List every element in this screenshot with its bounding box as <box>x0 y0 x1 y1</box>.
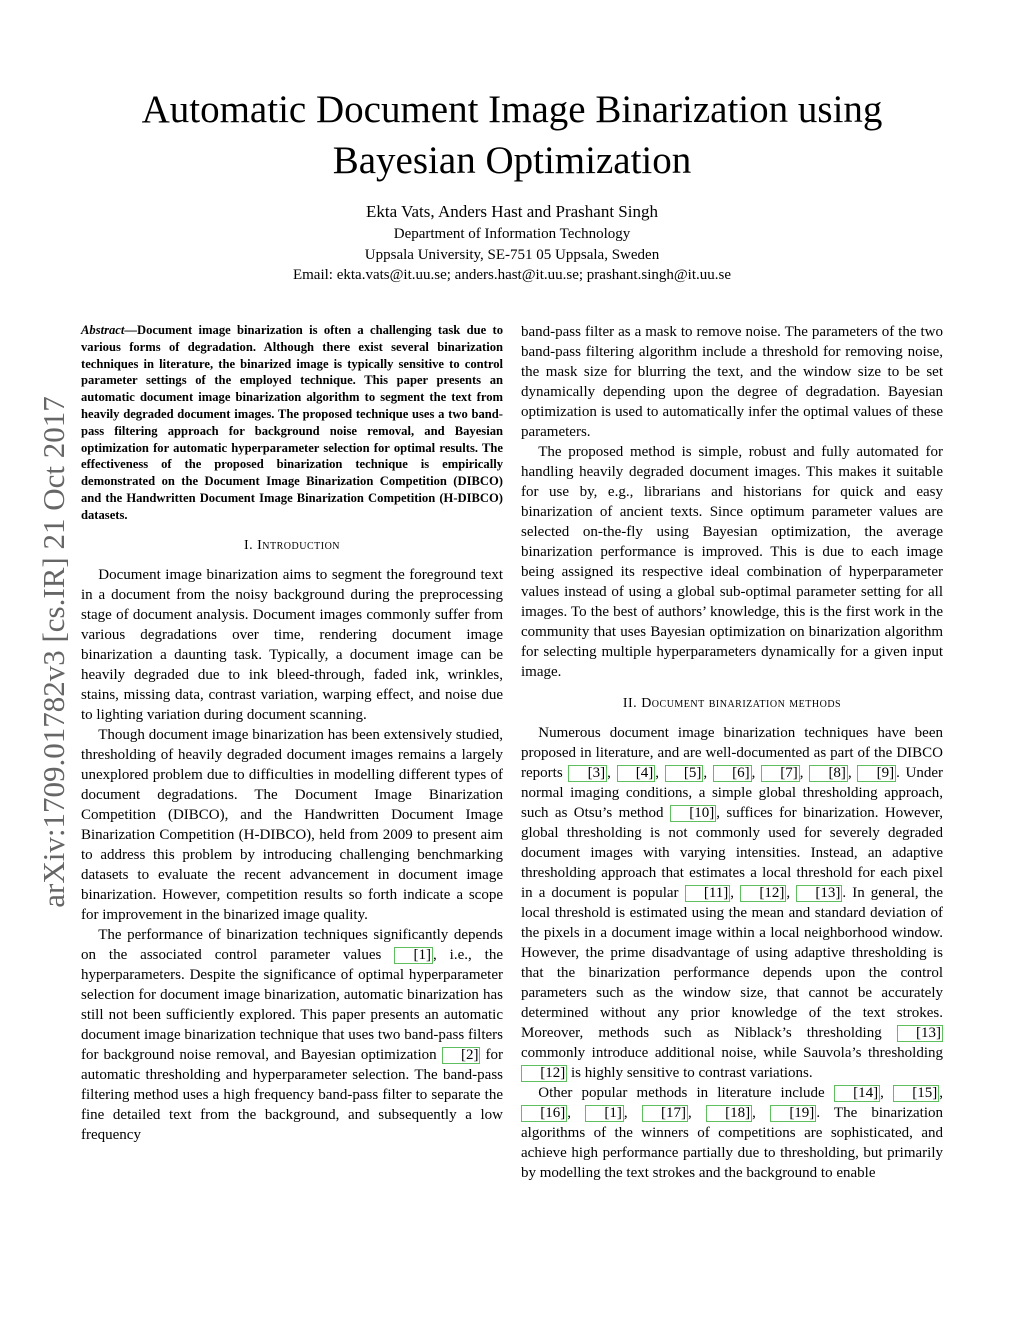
citation-link[interactable]: [2] <box>442 1047 481 1064</box>
citation-link[interactable]: [9] <box>857 765 896 782</box>
methods-paragraph-1 <box>521 723 943 1083</box>
text-span: The performance of binarization techniques significantly depends on the associated control parameter values <box>81 926 503 963</box>
text-span: is highly sensitive to contrast variations. <box>567 1065 813 1081</box>
text-span: for automatic thresholding and hyperparameter selection. The band-pass filtering method uses a high frequency band-pass filter to separate the fine detailed text from the background, and subsequently a low frequency <box>81 1046 503 1143</box>
section-heading-introduction <box>81 537 503 555</box>
left-column <box>81 322 503 1145</box>
citation-link[interactable]: [16] <box>521 1105 567 1122</box>
citation-link[interactable]: [1] <box>585 1105 624 1122</box>
abstract-label: Abstract <box>81 323 125 337</box>
citation-link[interactable]: [4] <box>617 765 656 782</box>
text-span: . In general, the local threshold is estimated using the mean and standard deviation of the pixels in a document image within a local neighborhood window. However, the prime disadvantage of using adaptive thresholding is that the binarization performance depends upon the control parameters such as the window size, that cannot be accurately determined without any prior knowledge of the text strokes. Moreover, methods such as Niblack’s thresholding <box>521 885 944 1041</box>
title-line-2: Bayesian Optimization <box>332 139 692 182</box>
citation-link[interactable]: [3] <box>568 765 607 782</box>
citation-link[interactable]: [12] <box>740 885 786 902</box>
intro-paragraph-1: Document image binarization aims to segment the foreground text in a document from the noisy background during the preprocessing stage of document analysis. Document images commonly suffer from various degradations over time, rendering document image binarization a daunting task. Typically, a document image can be heavily degraded due to ink bleed-through, faded ink, wrinkles, stains, missing data, contrast variation, warping effect, and noise due to lighting variation during document scanning. <box>81 566 503 723</box>
right-column <box>521 322 943 1183</box>
citation-link[interactable]: [15] <box>893 1085 939 1102</box>
citation-group: [14] , [15] , [16] , [1] , [17] , [18] , [19] <box>521 1085 943 1121</box>
citation-link[interactable]: [7] <box>761 765 800 782</box>
citation-link[interactable]: [1] <box>394 947 433 964</box>
intro-paragraph-4: The proposed method is simple, robust and fully automated for handling heavily degraded document images. This makes it suitable for use by, e.g., librarians and historians for quick and easy binarization of ancient texts. Since optimum parameter values are selected on-the-fly using Bayesian optimization, the average binarization performance is improved. This is due to each image being assigned its respective ideal combination of hyperparameter values instead of using a global sub-optimal parameter setting for all images. To the best of authors’ knowledge, this is the first work in the community that uses Bayesian optimization on binarization algorithm for selecting multiple hyperparameters dynamically for a given input image. <box>521 444 943 680</box>
section-title: Document binarization methods <box>641 696 842 711</box>
abstract: Abstract—Document image binarization is often a challenging task due to various forms of degradation. Although there exist several binarization techniques in literature, the binarized image is typically sensitive to control parameter settings of the employed technique. This paper presents an automatic document image binarization algorithm to segment the text from heavily degraded document images. The proposed technique uses a two band-pass filtering approach for background noise removal, and Bayesian optimization for automatic hyperparameter selection for optimal results. The effectiveness of the proposed binarization technique is empirically demonstrated on the Document Image Binarization Competition (DIBCO) and the Handwritten Document Image Binarization Competition (H-DIBCO) datasets. <box>81 323 503 522</box>
department: Department of Information Technology <box>393 226 631 242</box>
title-line-1: Automatic Document Image Binarization using <box>141 88 883 131</box>
abstract-text: Document image binarization is often a challenging task due to various forms of degradation. Although there exist several binarization techniques in literature, the binarized image is typically sensitive to control parameter settings of the employed technique. This paper presents an automatic document image binarization algorithm to segment the text from heavily degraded document images. The proposed technique uses a two band-pass filtering approach for background noise removal, and Bayesian optimization for automatic hyperparameter selection for optimal results. The effectiveness of the proposed binarization technique is empirically demonstrated on the Document Image Binarization Competition (DIBCO) and the Handwritten Document Image Binarization Competition (H-DIBCO) datasets. <box>81 323 503 522</box>
paper-title <box>80 84 944 186</box>
citation-link[interactable]: [14] <box>834 1085 880 1102</box>
methods-paragraph-2 <box>521 1083 943 1183</box>
citation-link[interactable]: [13] <box>897 1025 943 1042</box>
citation-link[interactable]: [18] <box>706 1105 752 1122</box>
affiliation <box>80 224 944 286</box>
text-span: Other popular methods in literature include <box>538 1085 834 1101</box>
citation-link[interactable]: [10] <box>670 805 716 822</box>
arxiv-sidebar-stamp: arXiv:1709.01782v3 [cs.IR] 21 Oct 2017 <box>36 396 71 908</box>
text-span: . The binarization algorithms of the winners of competitions are sophisticated, and achieve high performance partially due to thresholding, but primarily by modelling the text strokes and the background to enable <box>521 1105 944 1181</box>
text-span: commonly introduce additional noise, while Sauvola’s thresholding <box>521 1045 943 1061</box>
text-span: . Under normal imaging conditions, a simple global thresholding approach, such as Otsu’s method <box>521 765 944 821</box>
email-line: Email: ekta.vats@it.uu.se; anders.hast@it.uu.se; prashant.singh@it.uu.se <box>292 267 732 283</box>
intro-paragraph-3-continued: band-pass filter as a mask to remove noise. The parameters of the two band-pass filtering algorithm include a threshold for removing noise, the mask size for blurring the text, and the window size to be set dynamically depending upon the degree of degradation. Bayesian optimization is used to automatically infer the optimal values of these parameters. <box>521 324 943 440</box>
section-number: II. <box>622 696 638 711</box>
section-title: Introduction <box>257 537 341 553</box>
citation-link[interactable]: [5] <box>665 765 704 782</box>
citation-group: [3] , [4] , [5] , [6] , [7] , [8] , [9] <box>568 765 896 781</box>
section-heading-methods <box>521 695 943 713</box>
citation-link[interactable]: [6] <box>713 765 752 782</box>
intro-paragraph-2: Though document image binarization has been extensively studied, thresholding of heavily degraded document images remains a largely unexplored problem due to difficulties in modelling different types of document degradations. The Document Image Binarization Competition (DIBCO), and the Handwritten Document Image Binarization Competition (H-DIBCO), held from 2009 to present aim to address this problem by introducing challenging benchmarking datasets to evaluate the recent advancement in document image binarization. However, competition results so forth indicate a scope for improvement in the binarized image quality. <box>81 726 503 923</box>
citation-link[interactable]: [17] <box>642 1105 688 1122</box>
citation-link[interactable]: [8] <box>809 765 848 782</box>
citation-link[interactable]: [19] <box>770 1105 816 1122</box>
citation-link[interactable]: [12] <box>521 1065 567 1082</box>
text-span: , i.e., the hyperparameters. Despite the significance of optimal hyperparameter selection for document image binarization, automatic binarization has still not been sufficiently explored. This paper presents an automatic document image binarization technique that uses two band-pass filters for background noise removal, and Bayesian optimization <box>81 946 503 1063</box>
citation-link[interactable]: [13] <box>796 885 842 902</box>
university: Uppsala University, SE-751 05 Uppsala, Sweden <box>364 246 660 263</box>
authors: Ekta Vats, Anders Hast and Prashant Singh <box>366 202 658 221</box>
section-number: I. <box>243 537 254 553</box>
citation-group: [11] , [12] , [13] <box>685 885 843 901</box>
intro-paragraph-3 <box>81 925 503 1145</box>
text-span: , suffices for binarization. However, global thresholding is not commonly used for severely degraded document images with varying intensities. Instead, an adaptive thresholding approach that estimates a local threshold for each pixel in a document is popular <box>521 805 943 901</box>
text-span: Numerous document image binarization techniques have been proposed in literature, and are well-documented as part of the DIBCO reports <box>521 725 943 781</box>
citation-link[interactable]: [11] <box>685 885 731 902</box>
